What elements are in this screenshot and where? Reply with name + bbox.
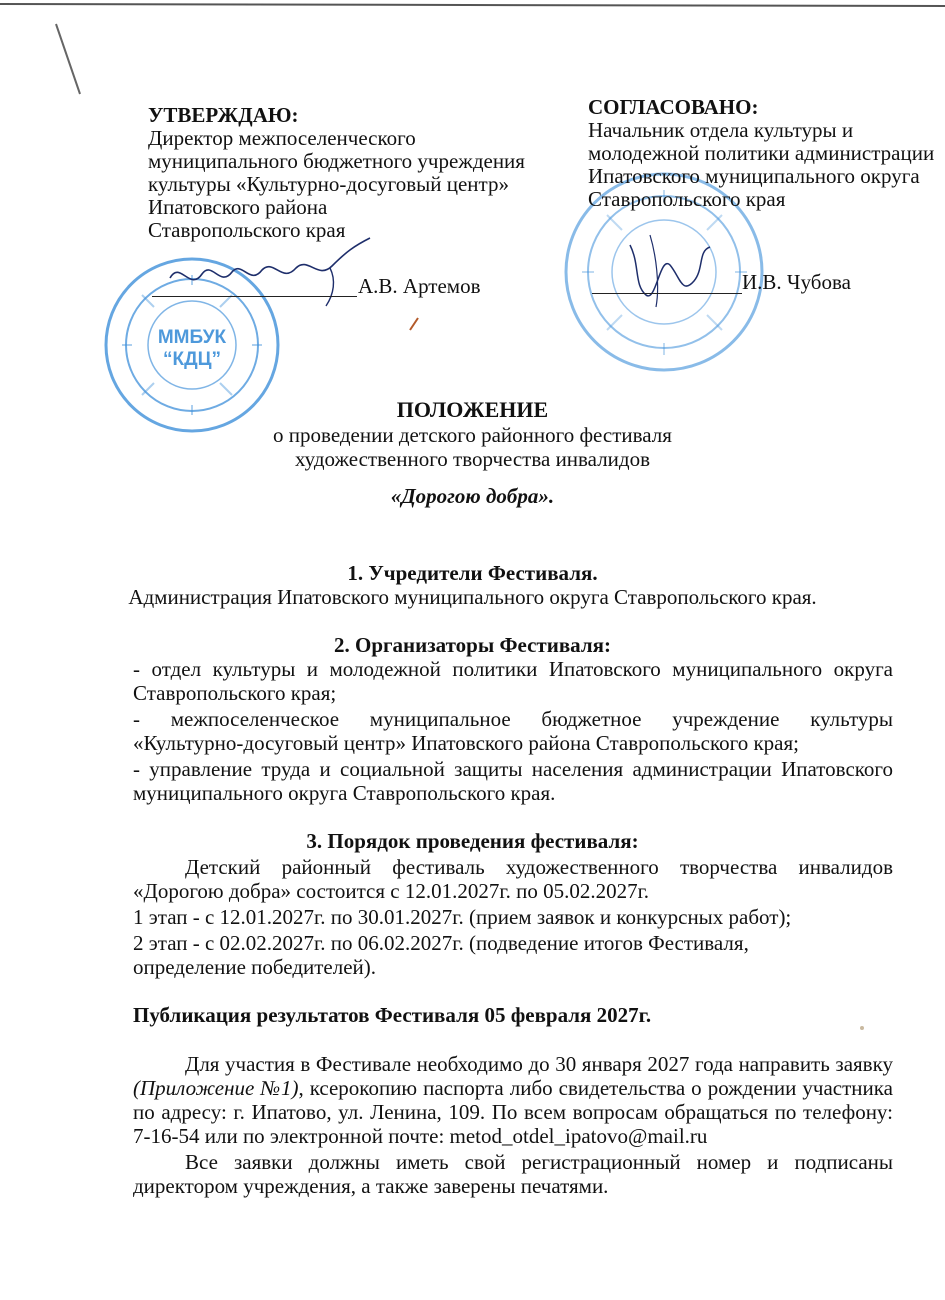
organizer-word: муниципальное bbox=[369, 707, 511, 731]
signatory-name-left: А.В. Артемов bbox=[358, 274, 481, 298]
approval-line: Ставропольского края bbox=[588, 187, 786, 211]
requirements-paragraph: Все заявки должны иметь свой регистрационный номер и подписаны директором учреждения, а также заверены печатями. bbox=[133, 1150, 893, 1198]
section-heading: 2. Организаторы Фестиваля: bbox=[333, 633, 612, 657]
organizer-item: муниципального округа Ставропольского края. bbox=[133, 781, 556, 805]
publication-note: Публикация результатов Фестиваля 05 февраля 2027г. bbox=[133, 1003, 652, 1027]
schedule-stage: 2 этап - с 02.02.2027г. по 06.02.2027г. (подведение итогов Фестиваля, bbox=[133, 931, 749, 955]
approval-heading-left: УТВЕРЖДАЮ: bbox=[148, 103, 299, 127]
organizer-item: «Культурно-досуговый центр» Ипатовского района Ставропольского края; bbox=[133, 731, 800, 755]
organizer-text: - отдел культуры и молодежной политики Ипатовского муниципального округа bbox=[133, 657, 893, 681]
organizer-word: межпоселенческое bbox=[170, 707, 340, 731]
approval-line: молодежной политики администрации bbox=[588, 141, 935, 165]
signature-chubova bbox=[610, 225, 730, 315]
participation-paragraph bbox=[133, 1052, 893, 1148]
participation-text: Для участия в Фестивале необходимо до 30 января 2027 года направить заявку bbox=[185, 1052, 893, 1076]
approval-line: Ставропольского края bbox=[148, 218, 346, 242]
document-subtitle: художественного творчества инвалидов bbox=[294, 447, 651, 471]
schedule-stage: 1 этап - с 12.01.2027г. по 30.01.2027г. (прием заявок и конкурсных работ); bbox=[133, 905, 792, 929]
organizer-item: Ставропольского края; bbox=[133, 681, 337, 705]
section-heading: 3. Порядок проведения фестиваля: bbox=[306, 829, 639, 853]
organizer-item bbox=[133, 758, 893, 781]
section-text: Администрация Ипатовского муниципального округа Ставропольского края. bbox=[128, 585, 817, 609]
organizer-word: бюджетное bbox=[541, 707, 642, 731]
approval-line: Директор межпоселенческого bbox=[148, 126, 416, 150]
approval-line: Ипатовского района bbox=[148, 195, 328, 219]
stamp-left-center-text: ММБУК bbox=[157, 327, 227, 348]
organizer-text: - управление труда и социальной защиты населения администрации Ипатовского bbox=[133, 757, 893, 781]
approval-line: Ипатовского муниципального округа bbox=[588, 164, 920, 188]
schedule-intro: «Дорогою добра» состоится с 12.01.2027г. по 05.02.2027г. bbox=[133, 879, 650, 903]
organizer-item bbox=[133, 658, 893, 681]
approval-line: культуры «Культурно-досуговый центр» bbox=[148, 172, 509, 196]
participation-text: , ксерокопию паспорта либо свидетельства о рождении участника по адресу: г. Ипатово, ул. Ленина, 109. По всем вопросам обращаться по телефону: 7-16-54 или по электронной почте: metod_otdel_ipatovo@mail.ru bbox=[133, 1076, 893, 1148]
organizer-word: учреждение bbox=[672, 707, 780, 731]
schedule-intro bbox=[185, 856, 893, 879]
stamp-left-center-text-2: “КДЦ” bbox=[162, 349, 222, 370]
signature-line-right bbox=[592, 293, 742, 294]
document-subtitle: о проведении детского районного фестиваля bbox=[273, 423, 672, 447]
schedule-intro-text: Детский районный фестиваль художественного творчества инвалидов bbox=[185, 855, 893, 879]
organizer-word: культуры bbox=[810, 707, 893, 731]
signatory-name-right: И.В. Чубова bbox=[742, 270, 851, 294]
approval-line: Начальник отдела культуры и bbox=[588, 118, 854, 142]
section-heading: 1. Учредители Фестиваля. bbox=[347, 561, 598, 585]
approval-heading-right: СОГЛАСОВАНО: bbox=[588, 95, 759, 119]
scan-ink-mark bbox=[408, 316, 422, 332]
organizer-item bbox=[133, 708, 893, 731]
approval-line: муниципального бюджетного учреждения bbox=[148, 149, 525, 173]
scan-scratch-mark bbox=[50, 20, 90, 100]
signature-line-left bbox=[152, 296, 357, 297]
document-title: ПОЛОЖЕНИЕ bbox=[396, 397, 549, 422]
approval-block-left bbox=[148, 104, 568, 242]
schedule-stage: определение победителей). bbox=[133, 955, 377, 979]
approval-block-right bbox=[588, 96, 945, 211]
application-reference: (Приложение №1) bbox=[133, 1076, 299, 1100]
scan-ink-mark bbox=[858, 1022, 866, 1034]
organizer-word: - bbox=[133, 707, 140, 731]
scan-edge bbox=[0, 0, 945, 10]
signature-artemov bbox=[150, 230, 390, 310]
festival-name: «Дорогою добра». bbox=[390, 484, 555, 508]
